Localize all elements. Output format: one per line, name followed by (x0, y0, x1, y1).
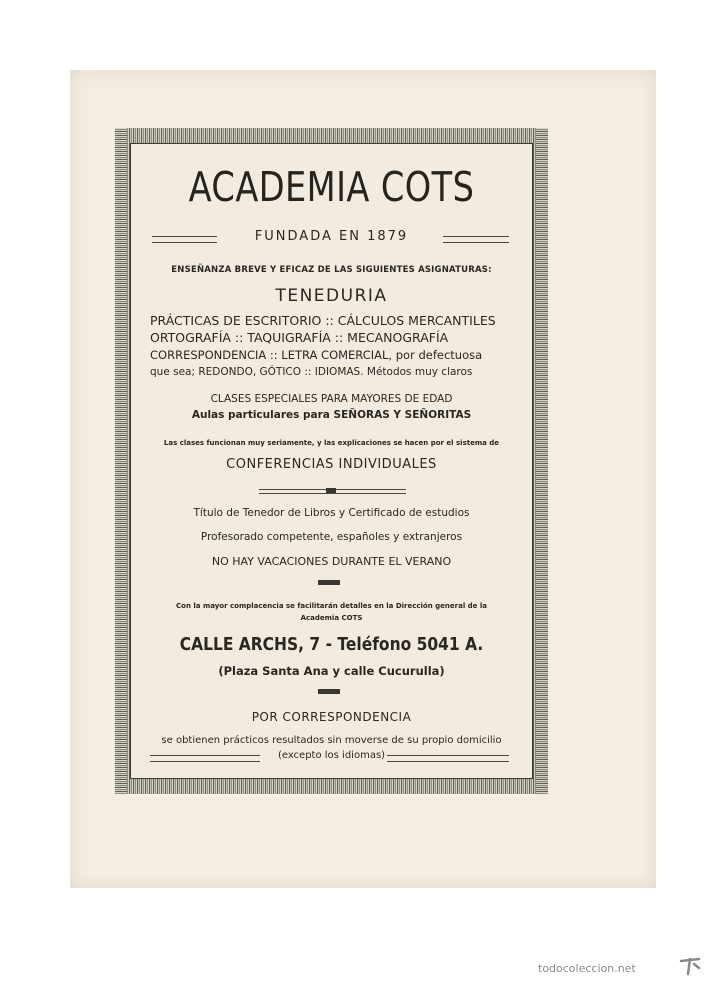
intro-text: ENSEÑANZA BREVE Y EFICAZ DE LAS SIGUIENTES ASIGNATURAS: (171, 265, 492, 275)
rule-right (443, 236, 509, 243)
subject-line: ORTOGRAFÍA :: TAQUIGRAFÍA :: MECANOGRAFÍA (150, 330, 449, 345)
divider-ornament (318, 580, 340, 585)
address: CALLE ARCHS, 7 - Teléfono 5041 A. (179, 634, 484, 655)
subject-line: que sea; REDONDO, GÓTICO :: IDIOMAS. Métodos muy claros (150, 366, 473, 378)
feature-item: NO HAY VACACIONES DURANTE EL VERANO (211, 555, 452, 568)
feature-item: Título de Tenedor de Libros y Certificado de estudios (193, 507, 470, 519)
watermark-text: todocoleccion.net (538, 962, 636, 975)
subject-main: TENEDURIA (275, 286, 388, 306)
t-logo-icon (679, 956, 701, 976)
founded-label: FUNDADA EN 1879 (254, 229, 409, 244)
subject-line: PRÁCTICAS DE ESCRITORIO :: CÁLCULOS MERCANTILES (150, 313, 496, 328)
system-note: Las clases funcionan muy seriamente, y las explicaciones se hacen por el sistema de (163, 439, 500, 447)
divider-ornament (318, 689, 340, 694)
correspondence-line: se obtienen prácticos resultados sin moverse de su propio domicilio (161, 735, 502, 746)
special-classes-detail: Aulas particulares para SEÑORAS Y SEÑORITAS (191, 409, 472, 421)
special-classes: CLASES ESPECIALES PARA MAYORES DE EDAD (210, 393, 453, 405)
system-name: CONFERENCIAS INDIVIDUALES (226, 457, 437, 472)
correspondence-title: POR CORRESPONDENCIA (251, 710, 412, 724)
feature-item: Profesorado competente, españoles y extranjeros (200, 531, 463, 543)
divider-ornament (326, 488, 336, 493)
subject-line: CORRESPONDENCIA :: LETRA COMERCIAL, por defectuosa (150, 348, 483, 362)
contact-note: Con la mayor complacencia se facilitarán detalles en la Dirección general de la (176, 602, 487, 610)
rule-right (387, 755, 509, 762)
correspondence-note: (excepto los idiomas) (277, 750, 386, 761)
page-title: ACADEMIA COTS (188, 163, 475, 211)
contact-note-line2: Academia COTS (300, 614, 363, 622)
location: (Plaza Santa Ana y calle Cucurulla) (218, 664, 445, 678)
